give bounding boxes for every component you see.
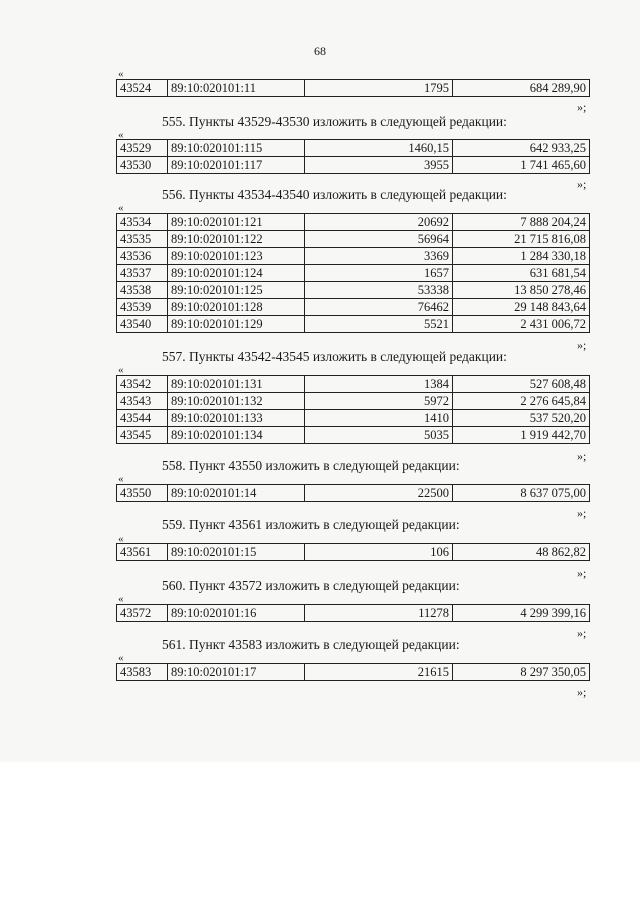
item-number-cell: 43561 (117, 544, 168, 561)
item-number-cell: 43550 (117, 485, 168, 502)
area-cell: 76462 (305, 299, 453, 316)
table-row (117, 214, 590, 231)
table-row (117, 605, 590, 622)
table-row (117, 393, 590, 410)
area-cell: 106 (305, 544, 453, 561)
area-cell: 11278 (305, 605, 453, 622)
area-cell: 56964 (305, 231, 453, 248)
table-row (117, 157, 590, 174)
area-cell: 3369 (305, 248, 453, 265)
section-heading: 555. Пункты 43529-43530 изложить в следующей редакции: (162, 114, 507, 129)
item-number-cell: 43524 (117, 80, 168, 97)
cadastral-number-cell: 89:10:020101:123 (168, 248, 305, 265)
item-number-cell: 43543 (117, 393, 168, 410)
item-number-cell: 43542 (117, 376, 168, 393)
cadastral-number-cell: 89:10:020101:132 (168, 393, 305, 410)
section-heading: 560. Пункт 43572 изложить в следующей редакции: (162, 578, 460, 593)
cadastral-number-cell: 89:10:020101:131 (168, 376, 305, 393)
area-cell: 1460,15 (305, 140, 453, 157)
value-cell: 527 608,48 (453, 376, 590, 393)
value-cell: 7 888 204,24 (453, 214, 590, 231)
value-cell: 631 681,54 (453, 265, 590, 282)
table-row (117, 427, 590, 444)
table-row (117, 485, 590, 502)
table-row (117, 282, 590, 299)
area-cell: 1384 (305, 376, 453, 393)
value-cell: 2 276 645,84 (453, 393, 590, 410)
opening-quote: « (118, 593, 124, 605)
table-row (117, 316, 590, 333)
value-cell: 21 715 816,08 (453, 231, 590, 248)
value-cell: 4 299 399,16 (453, 605, 590, 622)
value-cell: 1 284 330,18 (453, 248, 590, 265)
closing-quote: »; (577, 626, 587, 640)
opening-quote: « (118, 129, 124, 141)
page-number: 68 (314, 44, 326, 58)
table-row (117, 231, 590, 248)
item-number-cell: 43583 (117, 664, 168, 681)
data-table (116, 79, 590, 97)
table-row (117, 265, 590, 282)
opening-quote: « (118, 652, 124, 664)
area-cell: 5035 (305, 427, 453, 444)
data-table (116, 213, 590, 333)
item-number-cell: 43534 (117, 214, 168, 231)
cadastral-number-cell: 89:10:020101:115 (168, 140, 305, 157)
value-cell: 1 919 442,70 (453, 427, 590, 444)
data-table (116, 543, 590, 561)
cadastral-number-cell: 89:10:020101:121 (168, 214, 305, 231)
section-heading: 561. Пункт 43583 изложить в следующей редакции: (162, 637, 460, 652)
item-number-cell: 43529 (117, 140, 168, 157)
value-cell: 642 933,25 (453, 140, 590, 157)
closing-quote: »; (577, 506, 587, 520)
data-table (116, 604, 590, 622)
cadastral-number-cell: 89:10:020101:125 (168, 282, 305, 299)
value-cell: 1 741 465,60 (453, 157, 590, 174)
closing-quote: »; (577, 449, 587, 463)
item-number-cell: 43539 (117, 299, 168, 316)
area-cell: 22500 (305, 485, 453, 502)
value-cell: 8 637 075,00 (453, 485, 590, 502)
area-cell: 5972 (305, 393, 453, 410)
item-number-cell: 43538 (117, 282, 168, 299)
table-row (117, 376, 590, 393)
closing-quote: »; (577, 338, 587, 352)
opening-quote: « (118, 68, 124, 80)
area-cell: 20692 (305, 214, 453, 231)
cadastral-number-cell: 89:10:020101:117 (168, 157, 305, 174)
table-row (117, 544, 590, 561)
opening-quote: « (118, 533, 124, 545)
opening-quote: « (118, 473, 124, 485)
table-row (117, 410, 590, 427)
data-table (116, 663, 590, 681)
table-row (117, 80, 590, 97)
area-cell: 21615 (305, 664, 453, 681)
item-number-cell: 43535 (117, 231, 168, 248)
item-number-cell: 43537 (117, 265, 168, 282)
data-table (116, 484, 590, 502)
cadastral-number-cell: 89:10:020101:122 (168, 231, 305, 248)
closing-quote: »; (577, 685, 587, 699)
value-cell: 2 431 006,72 (453, 316, 590, 333)
table-row (117, 664, 590, 681)
cadastral-number-cell: 89:10:020101:128 (168, 299, 305, 316)
cadastral-number-cell: 89:10:020101:14 (168, 485, 305, 502)
section-heading: 558. Пункт 43550 изложить в следующей редакции: (162, 458, 460, 473)
table-row (117, 299, 590, 316)
item-number-cell: 43544 (117, 410, 168, 427)
cadastral-number-cell: 89:10:020101:16 (168, 605, 305, 622)
cadastral-number-cell: 89:10:020101:11 (168, 80, 305, 97)
closing-quote: »; (577, 177, 587, 191)
section-heading: 557. Пункты 43542-43545 изложить в следующей редакции: (162, 349, 507, 364)
area-cell: 1795 (305, 80, 453, 97)
area-cell: 1410 (305, 410, 453, 427)
section-heading: 559. Пункт 43561 изложить в следующей редакции: (162, 517, 460, 532)
table-row (117, 248, 590, 265)
area-cell: 3955 (305, 157, 453, 174)
data-table (116, 139, 590, 174)
value-cell: 8 297 350,05 (453, 664, 590, 681)
section-heading: 556. Пункты 43534-43540 изложить в следующей редакции: (162, 187, 507, 202)
item-number-cell: 43530 (117, 157, 168, 174)
cadastral-number-cell: 89:10:020101:17 (168, 664, 305, 681)
closing-quote: »; (577, 100, 587, 114)
cadastral-number-cell: 89:10:020101:133 (168, 410, 305, 427)
cadastral-number-cell: 89:10:020101:129 (168, 316, 305, 333)
cadastral-number-cell: 89:10:020101:124 (168, 265, 305, 282)
item-number-cell: 43536 (117, 248, 168, 265)
cadastral-number-cell: 89:10:020101:15 (168, 544, 305, 561)
data-table (116, 375, 590, 444)
value-cell: 13 850 278,46 (453, 282, 590, 299)
value-cell: 29 148 843,64 (453, 299, 590, 316)
table-row (117, 140, 590, 157)
opening-quote: « (118, 364, 124, 376)
area-cell: 53338 (305, 282, 453, 299)
area-cell: 5521 (305, 316, 453, 333)
area-cell: 1657 (305, 265, 453, 282)
value-cell: 48 862,82 (453, 544, 590, 561)
item-number-cell: 43572 (117, 605, 168, 622)
item-number-cell: 43545 (117, 427, 168, 444)
closing-quote: »; (577, 566, 587, 580)
opening-quote: « (118, 202, 124, 214)
value-cell: 537 520,20 (453, 410, 590, 427)
item-number-cell: 43540 (117, 316, 168, 333)
cadastral-number-cell: 89:10:020101:134 (168, 427, 305, 444)
value-cell: 684 289,90 (453, 80, 590, 97)
